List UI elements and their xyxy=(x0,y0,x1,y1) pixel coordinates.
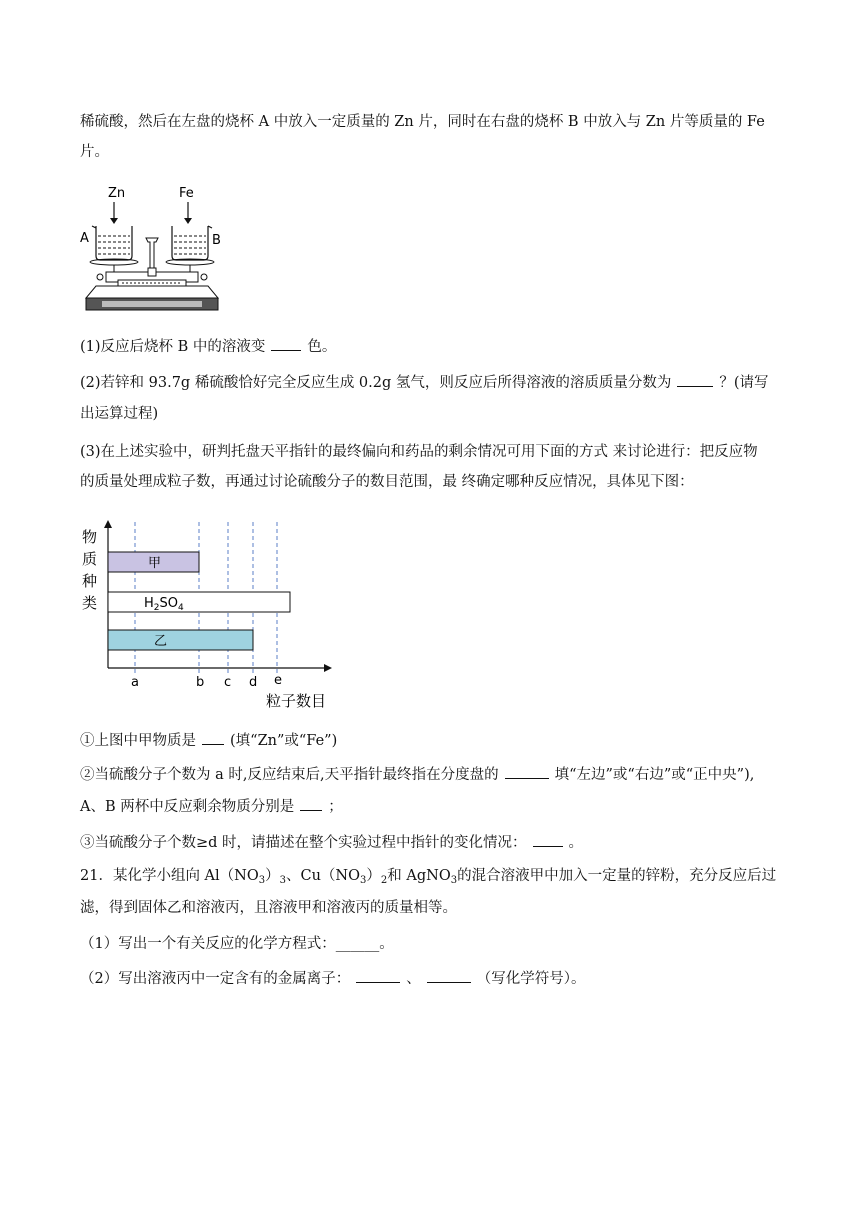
q21-part-c: 、Cu（NO xyxy=(286,868,361,884)
q21-sub-4: 2 xyxy=(380,875,388,886)
x-tick-e: e xyxy=(274,673,282,688)
q21-part-b: ） xyxy=(265,868,280,884)
q1-text: (1)反应后烧杯 B 中的溶液变 xyxy=(80,339,266,355)
bar-label-jia: 甲 xyxy=(148,556,162,571)
sub-question-3 xyxy=(80,832,583,853)
question-21-line-1 xyxy=(80,866,776,886)
intro-line-1: 稀硫酸，然后在左盘的烧杯 A 中放入一定质量的 Zn 片，同时在右盘的烧杯 B 中放入与 Zn 片等质量的 Fe xyxy=(80,114,765,130)
sub3-text-after: 。 xyxy=(568,835,584,851)
question-21-line-2: 滤，得到固体乙和溶液丙，且溶液甲和溶液丙的质量相等。 xyxy=(80,900,457,916)
sub2-answer-blank[interactable] xyxy=(505,764,549,779)
sub2-remaining-blank[interactable] xyxy=(300,796,322,811)
sub-question-2-line-2 xyxy=(80,796,343,817)
question-3-line-2: 的质量处理成粒子数，再通过讨论硫酸分子的数目范围，最 终确定哪种反应情况，具体见下图： xyxy=(80,474,694,490)
sub2-text-after: 填“左边”或“右边”或“正中央”), xyxy=(554,767,755,783)
q1-text-after: 色。 xyxy=(307,339,337,355)
sub3-answer-blank[interactable] xyxy=(533,832,563,847)
sub2-line2-after: ； xyxy=(328,799,343,815)
x-tick-b: b xyxy=(196,675,205,690)
x-tick-d: d xyxy=(249,675,258,690)
particle-count-chart xyxy=(78,520,338,716)
q21-part-d: ） xyxy=(366,868,381,884)
ylabel-char-0: 物 xyxy=(82,528,98,546)
q21-sub-1: 3 xyxy=(258,875,266,886)
q21-part-e: 和 AgNO xyxy=(387,868,451,884)
sub-question-1 xyxy=(80,730,337,751)
q21-part-a: 21．某化学小组向 Al（NO xyxy=(80,868,259,884)
q2-text-after: ？(请写 xyxy=(719,375,769,391)
label-fe: Fe xyxy=(179,186,194,201)
sub2-text: ②当硫酸分子个数为 a 时,反应结束后,天平指针最终指在分度盘的 xyxy=(80,767,499,783)
q2-answer-blank[interactable] xyxy=(677,372,713,387)
sub3-text: ③当硫酸分子个数≥d 时，请描述在整个实验过程中指针的变化情况： xyxy=(80,835,527,851)
intro-line-2: 片。 xyxy=(80,144,109,160)
q21-ion-blank-1[interactable] xyxy=(356,968,400,983)
ylabel-char-2: 种 xyxy=(82,572,98,590)
sub-question-2 xyxy=(80,764,754,785)
bar-h2so4 xyxy=(108,592,290,612)
bar-label-yi: 乙 xyxy=(154,634,168,649)
q21-part-f: 的混合溶液甲中加入一定量的锌粉，充分反应后过 xyxy=(457,868,777,884)
question-21-part-2 xyxy=(80,968,585,989)
sub1-answer-blank[interactable] xyxy=(202,730,224,745)
question-2 xyxy=(80,372,769,393)
bar-label-h2so4: $H_2SO_4$ xyxy=(144,596,184,613)
sub1-text: ①上图中甲物质是 xyxy=(80,733,196,749)
label-zn: Zn xyxy=(108,186,126,201)
balance-figure xyxy=(78,180,238,320)
q21-sub-5: 3 xyxy=(450,875,458,886)
q1-answer-blank[interactable] xyxy=(271,336,301,351)
sub1-text-after: (填“Zn”或“Fe”) xyxy=(230,733,338,749)
q2-text: (2)若锌和 93.7g 稀硫酸恰好完全反应生成 0.2g 氢气，则反应后所得溶液的溶质质量分数为 xyxy=(80,375,672,391)
label-a: A xyxy=(80,231,89,246)
question-2-line-2: 出运算过程) xyxy=(80,406,159,422)
q21-part1-after: 。 xyxy=(379,936,394,952)
x-tick-a: a xyxy=(131,675,139,690)
x-axis-label: 粒子数目 xyxy=(266,692,327,710)
ylabel-char-1: 质 xyxy=(82,550,98,568)
q21-part2-after: （写化学符号）。 xyxy=(476,971,586,987)
bar-yi xyxy=(108,630,253,650)
sub2-line2-text: A、B 两杯中反应剩余物质分别是 xyxy=(80,799,295,815)
q21-ion-blank-2[interactable] xyxy=(427,968,471,983)
x-tick-c: c xyxy=(224,675,232,690)
q21-sub-2: 3 xyxy=(279,875,286,886)
question-3-line-1: (3)在上述实验中，研判托盘天平指针的最终偏向和药品的剩余情况可用下面的方式 来讨论进行：把反应物 xyxy=(80,444,758,460)
label-b: B xyxy=(212,233,221,248)
q21-part2-sep: 、 xyxy=(406,971,421,987)
q21-part2-text: （2）写出溶液丙中一定含有的金属离子： xyxy=(80,971,351,987)
q21-part1-blank[interactable]: ______ xyxy=(335,936,380,952)
question-1 xyxy=(80,336,336,357)
ylabel-char-3: 类 xyxy=(82,594,98,612)
q21-part1-text: （1）写出一个有关反应的化学方程式： xyxy=(80,936,336,952)
question-21-part-1 xyxy=(80,934,394,954)
q21-sub-3: 3 xyxy=(360,875,367,886)
